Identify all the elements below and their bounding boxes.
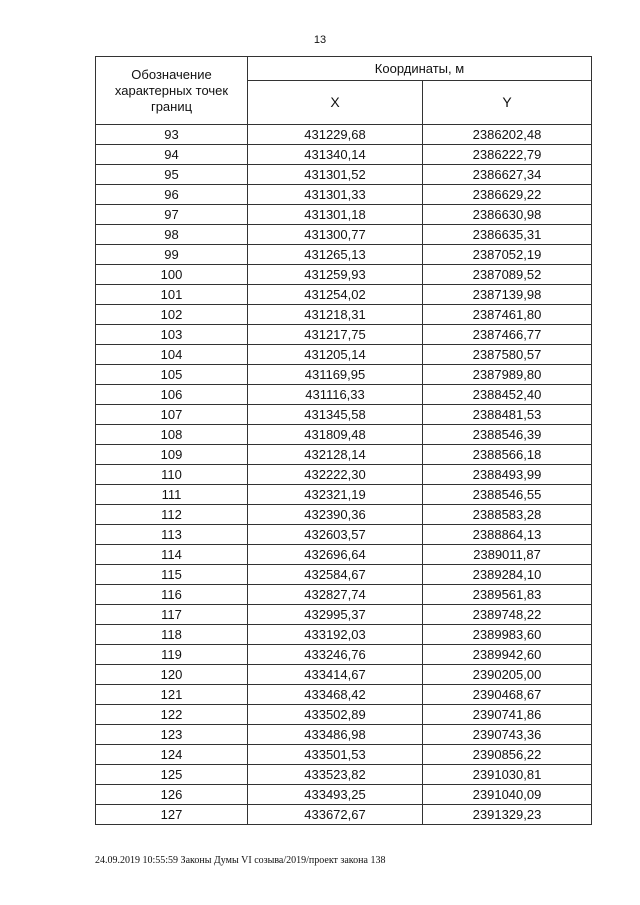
- point-number-cell: 94: [96, 145, 248, 165]
- point-number-cell: 103: [96, 325, 248, 345]
- point-number-cell: 125: [96, 765, 248, 785]
- table-row: [96, 705, 592, 725]
- x-coordinate-cell: 432995,37: [248, 605, 423, 625]
- x-coordinate-cell: 433502,89: [248, 705, 423, 725]
- table-row: [96, 545, 592, 565]
- x-coordinate-cell: 431169,95: [248, 365, 423, 385]
- y-coordinate-cell: 2391329,23: [423, 805, 592, 825]
- table-row: [96, 445, 592, 465]
- table-row: [96, 785, 592, 805]
- table-row: [96, 365, 592, 385]
- y-coordinate-cell: 2388452,40: [423, 385, 592, 405]
- x-coordinate-cell: 433246,76: [248, 645, 423, 665]
- point-number-cell: 115: [96, 565, 248, 585]
- y-coordinate-cell: 2386202,48: [423, 125, 592, 145]
- table-row: [96, 245, 592, 265]
- y-coordinate-cell: 2389011,87: [423, 545, 592, 565]
- coordinates-table: [95, 56, 592, 825]
- point-number-cell: 117: [96, 605, 248, 625]
- point-number-cell: 100: [96, 265, 248, 285]
- table-row: [96, 725, 592, 745]
- x-coordinate-cell: 433414,67: [248, 665, 423, 685]
- y-coordinate-cell: 2390743,36: [423, 725, 592, 745]
- y-coordinate-cell: 2386627,34: [423, 165, 592, 185]
- table-row: [96, 765, 592, 785]
- y-coordinate-cell: 2387466,77: [423, 325, 592, 345]
- y-coordinate-cell: 2389561,83: [423, 585, 592, 605]
- y-coordinate-cell: 2389748,22: [423, 605, 592, 625]
- point-number-cell: 106: [96, 385, 248, 405]
- x-coordinate-cell: 431301,52: [248, 165, 423, 185]
- point-number-cell: 101: [96, 285, 248, 305]
- y-coordinate-cell: 2388493,99: [423, 465, 592, 485]
- y-coordinate-cell: 2388546,39: [423, 425, 592, 445]
- x-coordinate-cell: 431301,18: [248, 205, 423, 225]
- table-row: [96, 505, 592, 525]
- table-row: [96, 185, 592, 205]
- table-row: [96, 585, 592, 605]
- y-coordinate-cell: 2389983,60: [423, 625, 592, 645]
- x-coordinate-cell: 431345,58: [248, 405, 423, 425]
- point-number-cell: 97: [96, 205, 248, 225]
- x-coordinate-cell: 431217,75: [248, 325, 423, 345]
- x-coordinate-cell: 431254,02: [248, 285, 423, 305]
- y-coordinate-cell: 2388566,18: [423, 445, 592, 465]
- y-coordinate-cell: 2386635,31: [423, 225, 592, 245]
- table-row: [96, 205, 592, 225]
- point-number-cell: 116: [96, 585, 248, 605]
- table-row: [96, 625, 592, 645]
- table-row: [96, 605, 592, 625]
- point-number-cell: 122: [96, 705, 248, 725]
- x-coordinate-cell: 431265,13: [248, 245, 423, 265]
- table-body: [96, 125, 592, 825]
- point-number-cell: 113: [96, 525, 248, 545]
- y-coordinate-cell: 2387139,98: [423, 285, 592, 305]
- table-row: [96, 525, 592, 545]
- x-coordinate-cell: 431340,14: [248, 145, 423, 165]
- point-number-cell: 98: [96, 225, 248, 245]
- point-number-cell: 121: [96, 685, 248, 705]
- x-coordinate-cell: 431809,48: [248, 425, 423, 445]
- point-number-cell: 104: [96, 345, 248, 365]
- table-row: [96, 745, 592, 765]
- y-coordinate-cell: 2388546,55: [423, 485, 592, 505]
- x-coordinate-cell: 431229,68: [248, 125, 423, 145]
- table-row: [96, 565, 592, 585]
- point-number-cell: 107: [96, 405, 248, 425]
- y-coordinate-cell: 2390741,86: [423, 705, 592, 725]
- x-coordinate-cell: 433468,42: [248, 685, 423, 705]
- y-coordinate-cell: 2388583,28: [423, 505, 592, 525]
- point-number-cell: 102: [96, 305, 248, 325]
- y-coordinate-cell: 2389284,10: [423, 565, 592, 585]
- y-coordinate-cell: 2387461,80: [423, 305, 592, 325]
- table-row: [96, 645, 592, 665]
- coordinates-header: Координаты, м: [248, 57, 592, 81]
- y-coordinate-cell: 2390205,00: [423, 665, 592, 685]
- x-coordinate-cell: 433486,98: [248, 725, 423, 745]
- point-number-cell: 114: [96, 545, 248, 565]
- x-coordinate-cell: 431116,33: [248, 385, 423, 405]
- x-coordinate-cell: 432390,36: [248, 505, 423, 525]
- y-coordinate-cell: 2391030,81: [423, 765, 592, 785]
- y-coordinate-cell: 2389942,60: [423, 645, 592, 665]
- x-coordinate-cell: 431300,77: [248, 225, 423, 245]
- y-coordinate-cell: 2387089,52: [423, 265, 592, 285]
- x-coordinate-cell: 432603,57: [248, 525, 423, 545]
- y-coordinate-cell: 2386630,98: [423, 205, 592, 225]
- x-coordinate-cell: 433672,67: [248, 805, 423, 825]
- table-row: [96, 485, 592, 505]
- table-row: [96, 805, 592, 825]
- point-label-header: Обозначение характерных точек границ: [96, 57, 248, 125]
- point-number-cell: 109: [96, 445, 248, 465]
- table-row: [96, 225, 592, 245]
- x-header: X: [248, 80, 423, 124]
- point-number-cell: 123: [96, 725, 248, 745]
- x-coordinate-cell: 432696,64: [248, 545, 423, 565]
- point-number-cell: 120: [96, 665, 248, 685]
- point-number-cell: 127: [96, 805, 248, 825]
- x-coordinate-cell: 433192,03: [248, 625, 423, 645]
- table-row: [96, 145, 592, 165]
- page-number: 13: [313, 34, 327, 46]
- x-coordinate-cell: 433493,25: [248, 785, 423, 805]
- point-number-cell: 99: [96, 245, 248, 265]
- point-number-cell: 119: [96, 645, 248, 665]
- x-coordinate-cell: 431218,31: [248, 305, 423, 325]
- table-row: [96, 265, 592, 285]
- point-number-cell: 111: [96, 485, 248, 505]
- y-coordinate-cell: 2388864,13: [423, 525, 592, 545]
- x-coordinate-cell: 433523,82: [248, 765, 423, 785]
- x-coordinate-cell: 432128,14: [248, 445, 423, 465]
- y-coordinate-cell: 2386629,22: [423, 185, 592, 205]
- table-header: [96, 57, 592, 125]
- table-row: [96, 385, 592, 405]
- table-row: [96, 425, 592, 445]
- x-coordinate-cell: 432827,74: [248, 585, 423, 605]
- point-number-cell: 124: [96, 745, 248, 765]
- document-footer: 24.09.2019 10:55:59 Законы Думы VI созыва/2019/проект закона 138: [95, 855, 386, 866]
- point-number-cell: 95: [96, 165, 248, 185]
- y-coordinate-cell: 2387580,57: [423, 345, 592, 365]
- table-row: [96, 125, 592, 145]
- point-number-cell: 118: [96, 625, 248, 645]
- y-coordinate-cell: 2388481,53: [423, 405, 592, 425]
- table-row: [96, 305, 592, 325]
- point-number-cell: 126: [96, 785, 248, 805]
- y-coordinate-cell: 2386222,79: [423, 145, 592, 165]
- y-coordinate-cell: 2387052,19: [423, 245, 592, 265]
- table-row: [96, 405, 592, 425]
- y-header: Y: [423, 80, 592, 124]
- x-coordinate-cell: 433501,53: [248, 745, 423, 765]
- table-row: [96, 345, 592, 365]
- y-coordinate-cell: 2391040,09: [423, 785, 592, 805]
- table-row: [96, 325, 592, 345]
- table-row: [96, 685, 592, 705]
- point-number-cell: 108: [96, 425, 248, 445]
- x-coordinate-cell: 432584,67: [248, 565, 423, 585]
- table-row: [96, 165, 592, 185]
- point-number-cell: 110: [96, 465, 248, 485]
- point-number-cell: 105: [96, 365, 248, 385]
- x-coordinate-cell: 431205,14: [248, 345, 423, 365]
- x-coordinate-cell: 431259,93: [248, 265, 423, 285]
- y-coordinate-cell: 2390856,22: [423, 745, 592, 765]
- point-number-cell: 96: [96, 185, 248, 205]
- table-row: [96, 465, 592, 485]
- point-number-cell: 93: [96, 125, 248, 145]
- table-row: [96, 665, 592, 685]
- point-number-cell: 112: [96, 505, 248, 525]
- y-coordinate-cell: 2387989,80: [423, 365, 592, 385]
- y-coordinate-cell: 2390468,67: [423, 685, 592, 705]
- table-row: [96, 285, 592, 305]
- x-coordinate-cell: 432321,19: [248, 485, 423, 505]
- x-coordinate-cell: 432222,30: [248, 465, 423, 485]
- x-coordinate-cell: 431301,33: [248, 185, 423, 205]
